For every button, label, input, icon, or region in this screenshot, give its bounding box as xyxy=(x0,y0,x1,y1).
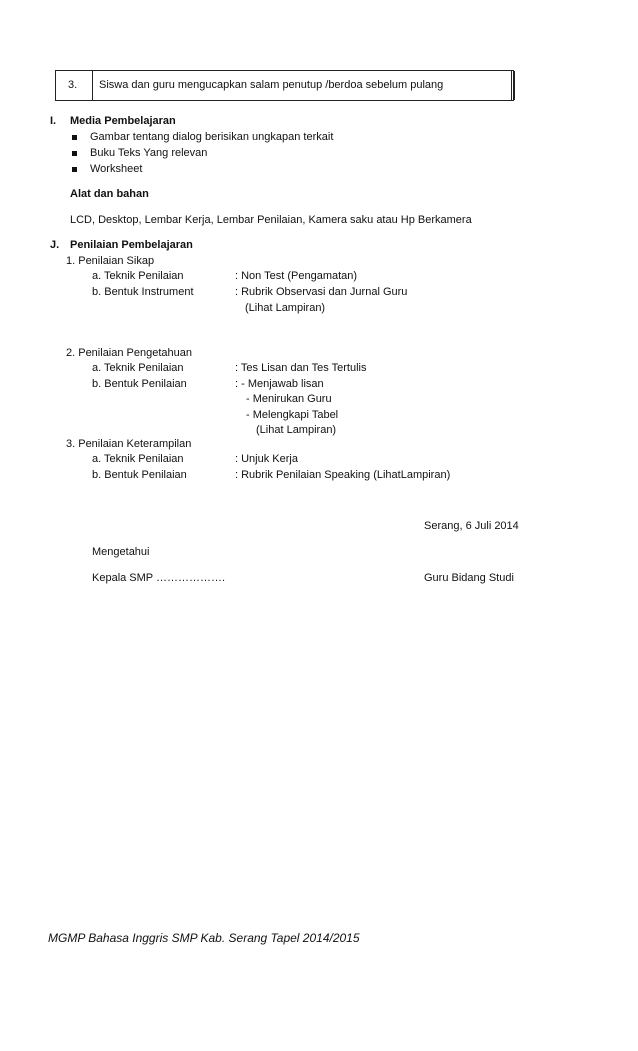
media-item: Gambar tentang dialog berisikan ungkapan terkait xyxy=(90,131,334,143)
cell-divider xyxy=(511,71,512,100)
bullet-icon xyxy=(72,167,77,172)
bullet-icon xyxy=(72,135,77,140)
acknowledged-label: Mengetahui xyxy=(92,546,150,558)
page-footer: MGMP Bahasa Inggris SMP Kab. Serang Tapel 2014/2015 xyxy=(48,931,360,945)
assessment-skill-title: 3. Penilaian Keterampilan xyxy=(66,438,192,450)
section-i-heading: Media Pembelajaran xyxy=(70,115,176,127)
assessment-label: b. Bentuk Penilaian xyxy=(92,469,187,481)
teacher-signature-label: Guru Bidang Studi xyxy=(424,572,514,584)
cell-divider xyxy=(92,71,93,100)
tools-list: LCD, Desktop, Lembar Kerja, Lembar Penilaian, Kamera saku atau Hp Berkamera xyxy=(70,214,472,226)
place-date: Serang, 6 Juli 2014 xyxy=(424,520,519,532)
section-j-heading: Penilaian Pembelajaran xyxy=(70,239,193,251)
assessment-value-line: - Menirukan Guru xyxy=(246,393,332,405)
bullet-icon xyxy=(72,151,77,156)
assessment-value: : Rubrik Observasi dan Jurnal Guru xyxy=(235,286,408,298)
closing-activity-table-row xyxy=(55,70,514,101)
cell-divider xyxy=(514,71,515,100)
row-number: 3. xyxy=(68,79,78,91)
principal-signature-label: Kepala SMP ………………. xyxy=(92,572,226,584)
section-i-letter: I. xyxy=(50,115,57,127)
assessment-value: : - Menjawab lisan xyxy=(235,378,324,390)
assessment-knowledge-title: 2. Penilaian Pengetahuan xyxy=(66,347,192,359)
assessment-value-line: - Melengkapi Tabel xyxy=(246,409,339,421)
assessment-value: : Rubrik Penilaian Speaking (LihatLampiran) xyxy=(235,469,451,481)
assessment-label: b. Bentuk Instrument xyxy=(92,286,194,298)
assessment-note: (Lihat Lampiran) xyxy=(245,302,326,314)
assessment-value: : Non Test (Pengamatan) xyxy=(235,270,358,282)
assessment-label: a. Teknik Penilaian xyxy=(92,453,184,465)
media-item: Worksheet xyxy=(90,163,143,175)
row-activity-text: Siswa dan guru mengucapkan salam penutup /berdoa sebelum pulang xyxy=(99,79,444,91)
media-item: Buku Teks Yang relevan xyxy=(90,147,208,159)
assessment-label: b. Bentuk Penilaian xyxy=(92,378,187,390)
assessment-note: (Lihat Lampiran) xyxy=(256,424,337,436)
assessment-attitude-title: 1. Penilaian Sikap xyxy=(66,255,155,267)
assessment-label: a. Teknik Penilaian xyxy=(92,362,184,374)
assessment-value: : Tes Lisan dan Tes Tertulis xyxy=(235,362,367,374)
tools-subheading: Alat dan bahan xyxy=(70,188,149,200)
section-j-letter: J. xyxy=(50,239,60,251)
assessment-label: a. Teknik Penilaian xyxy=(92,270,184,282)
assessment-value: : Unjuk Kerja xyxy=(235,453,298,465)
